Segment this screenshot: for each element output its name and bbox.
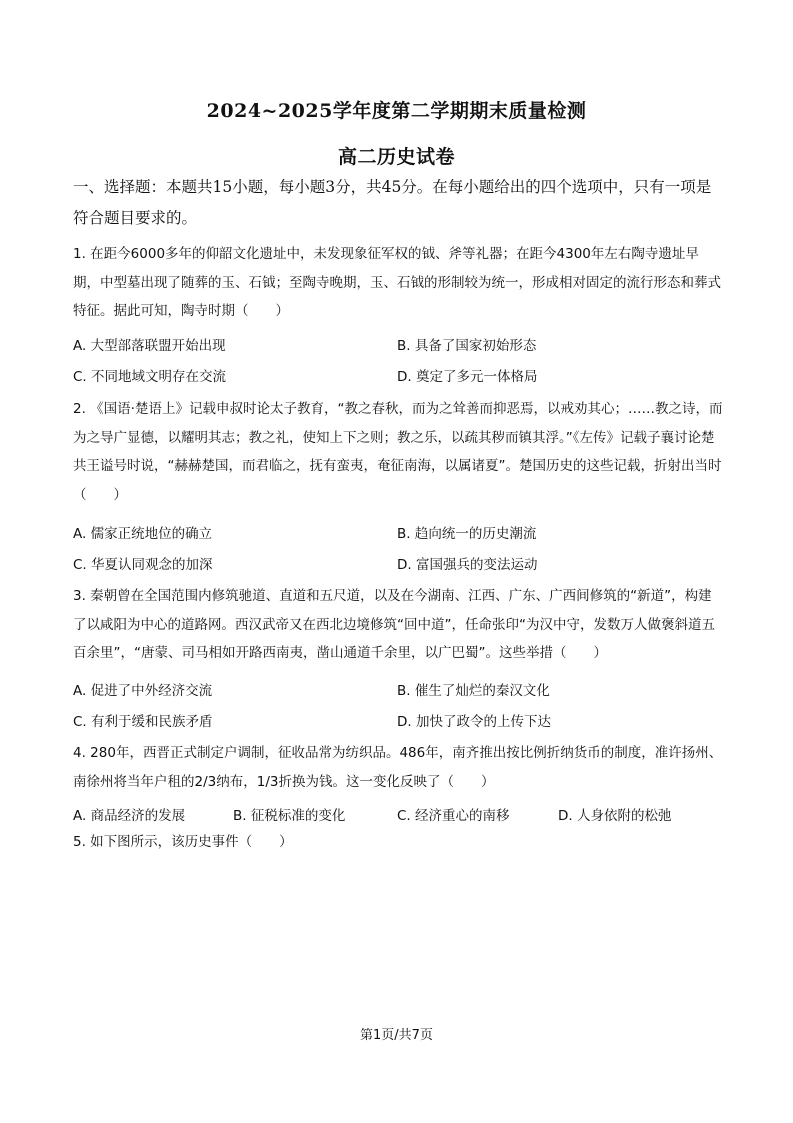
section-intro: 一、选择题：本题共15小题，每小题3分，共45分。在每小题给出的四个选项中，只有一项是符合题目要求的。 xyxy=(73,178,712,227)
question-3-option-c: C. 有利于缓和民族矛盾 xyxy=(73,714,213,730)
question-1-option-d: D. 奠定了多元一体格局 xyxy=(397,369,538,385)
question-4-option-b: B. 征税标准的变化 xyxy=(233,808,346,824)
question-4-option-c: C. 经济重心的南移 xyxy=(397,808,510,824)
question-4-option-a: A. 商品经济的发展 xyxy=(73,808,186,824)
question-2-option-c: C. 华夏认同观念的加深 xyxy=(73,557,213,573)
exam-subtitle: 高二历史试卷 xyxy=(337,146,455,168)
question-1-stem: 1. 在距今6000多年的仰韶文化遗址中，未发现象征军权的钺、斧等礼器；在距今4300年左右陶寺遗址早期，中型墓出现了随葬的玉、石钺；至陶寺晚期，玉、石钺的形制较为统一，形成相对固定的流行形态和葬式特征。据此可知，陶寺时期（ ） xyxy=(73,246,721,319)
question-2-option-a: A. 儒家正统地位的确立 xyxy=(73,526,213,542)
question-1-option-c: C. 不同地域文明存在交流 xyxy=(73,369,227,385)
question-3-option-b: B. 催生了灿烂的秦汉文化 xyxy=(397,683,550,699)
question-3-option-d: D. 加快了政令的上传下达 xyxy=(397,714,551,730)
question-3-stem: 3. 秦朝曾在全国范围内修筑驰道、直道和五尺道，以及在今湖南、江西、广东、广西间修筑的“新道”，构建了以咸阳为中心的道路网。西汉武帝又在西北边境修筑“回中道”，任命张印“为汉中守，发数万人做褒斜道五百余里”，“唐蒙、司马相如开路西南夷，凿山通道千余里，以广巴蜀”。这些举措（ ） xyxy=(73,588,715,661)
page-number: 第1页/共7页 xyxy=(360,1028,433,1043)
question-1-option-a: A. 大型部落联盟开始出现 xyxy=(73,338,226,354)
question-4-stem: 4. 280年，西晋正式制定户调制，征收品常为纺织品。486年，南齐推出按比例折纳货币的制度，准许扬州、南徐州将当年户租的2/3纳布，1/3折换为钱。这一变化反映了（ ） xyxy=(73,745,723,790)
question-2-stem: 2. 《国语·楚语上》记载申叔时论太子教育，“教之春秋，而为之耸善而抑恶焉，以戒劝其心；……教之诗，而为之导广显德，以耀明其志；教之礼，使知上下之则；教之乐，以疏其秽而镇其浮。”《左传》记载子襄讨论楚共王谥号时说，“赫赫楚国，而君临之，抚有蛮夷，奄征南海，以属诸夏”。楚国历史的这些记载，折射出当时（ ） xyxy=(73,401,723,503)
question-1-option-b: B. 具备了国家初始形态 xyxy=(397,338,537,354)
exam-title: 2024~2025学年度第二学期期末质量检测 xyxy=(206,100,587,122)
question-4-option-d: D. 人身依附的松弛 xyxy=(558,808,672,824)
question-5-stem: 5. 如下图所示，该历史事件（ ） xyxy=(73,834,293,850)
question-3-option-a: A. 促进了中外经济交流 xyxy=(73,683,213,699)
question-2-option-b: B. 趋向统一的历史潮流 xyxy=(397,526,537,542)
question-2-option-d: D. 富国强兵的变法运动 xyxy=(397,557,538,573)
